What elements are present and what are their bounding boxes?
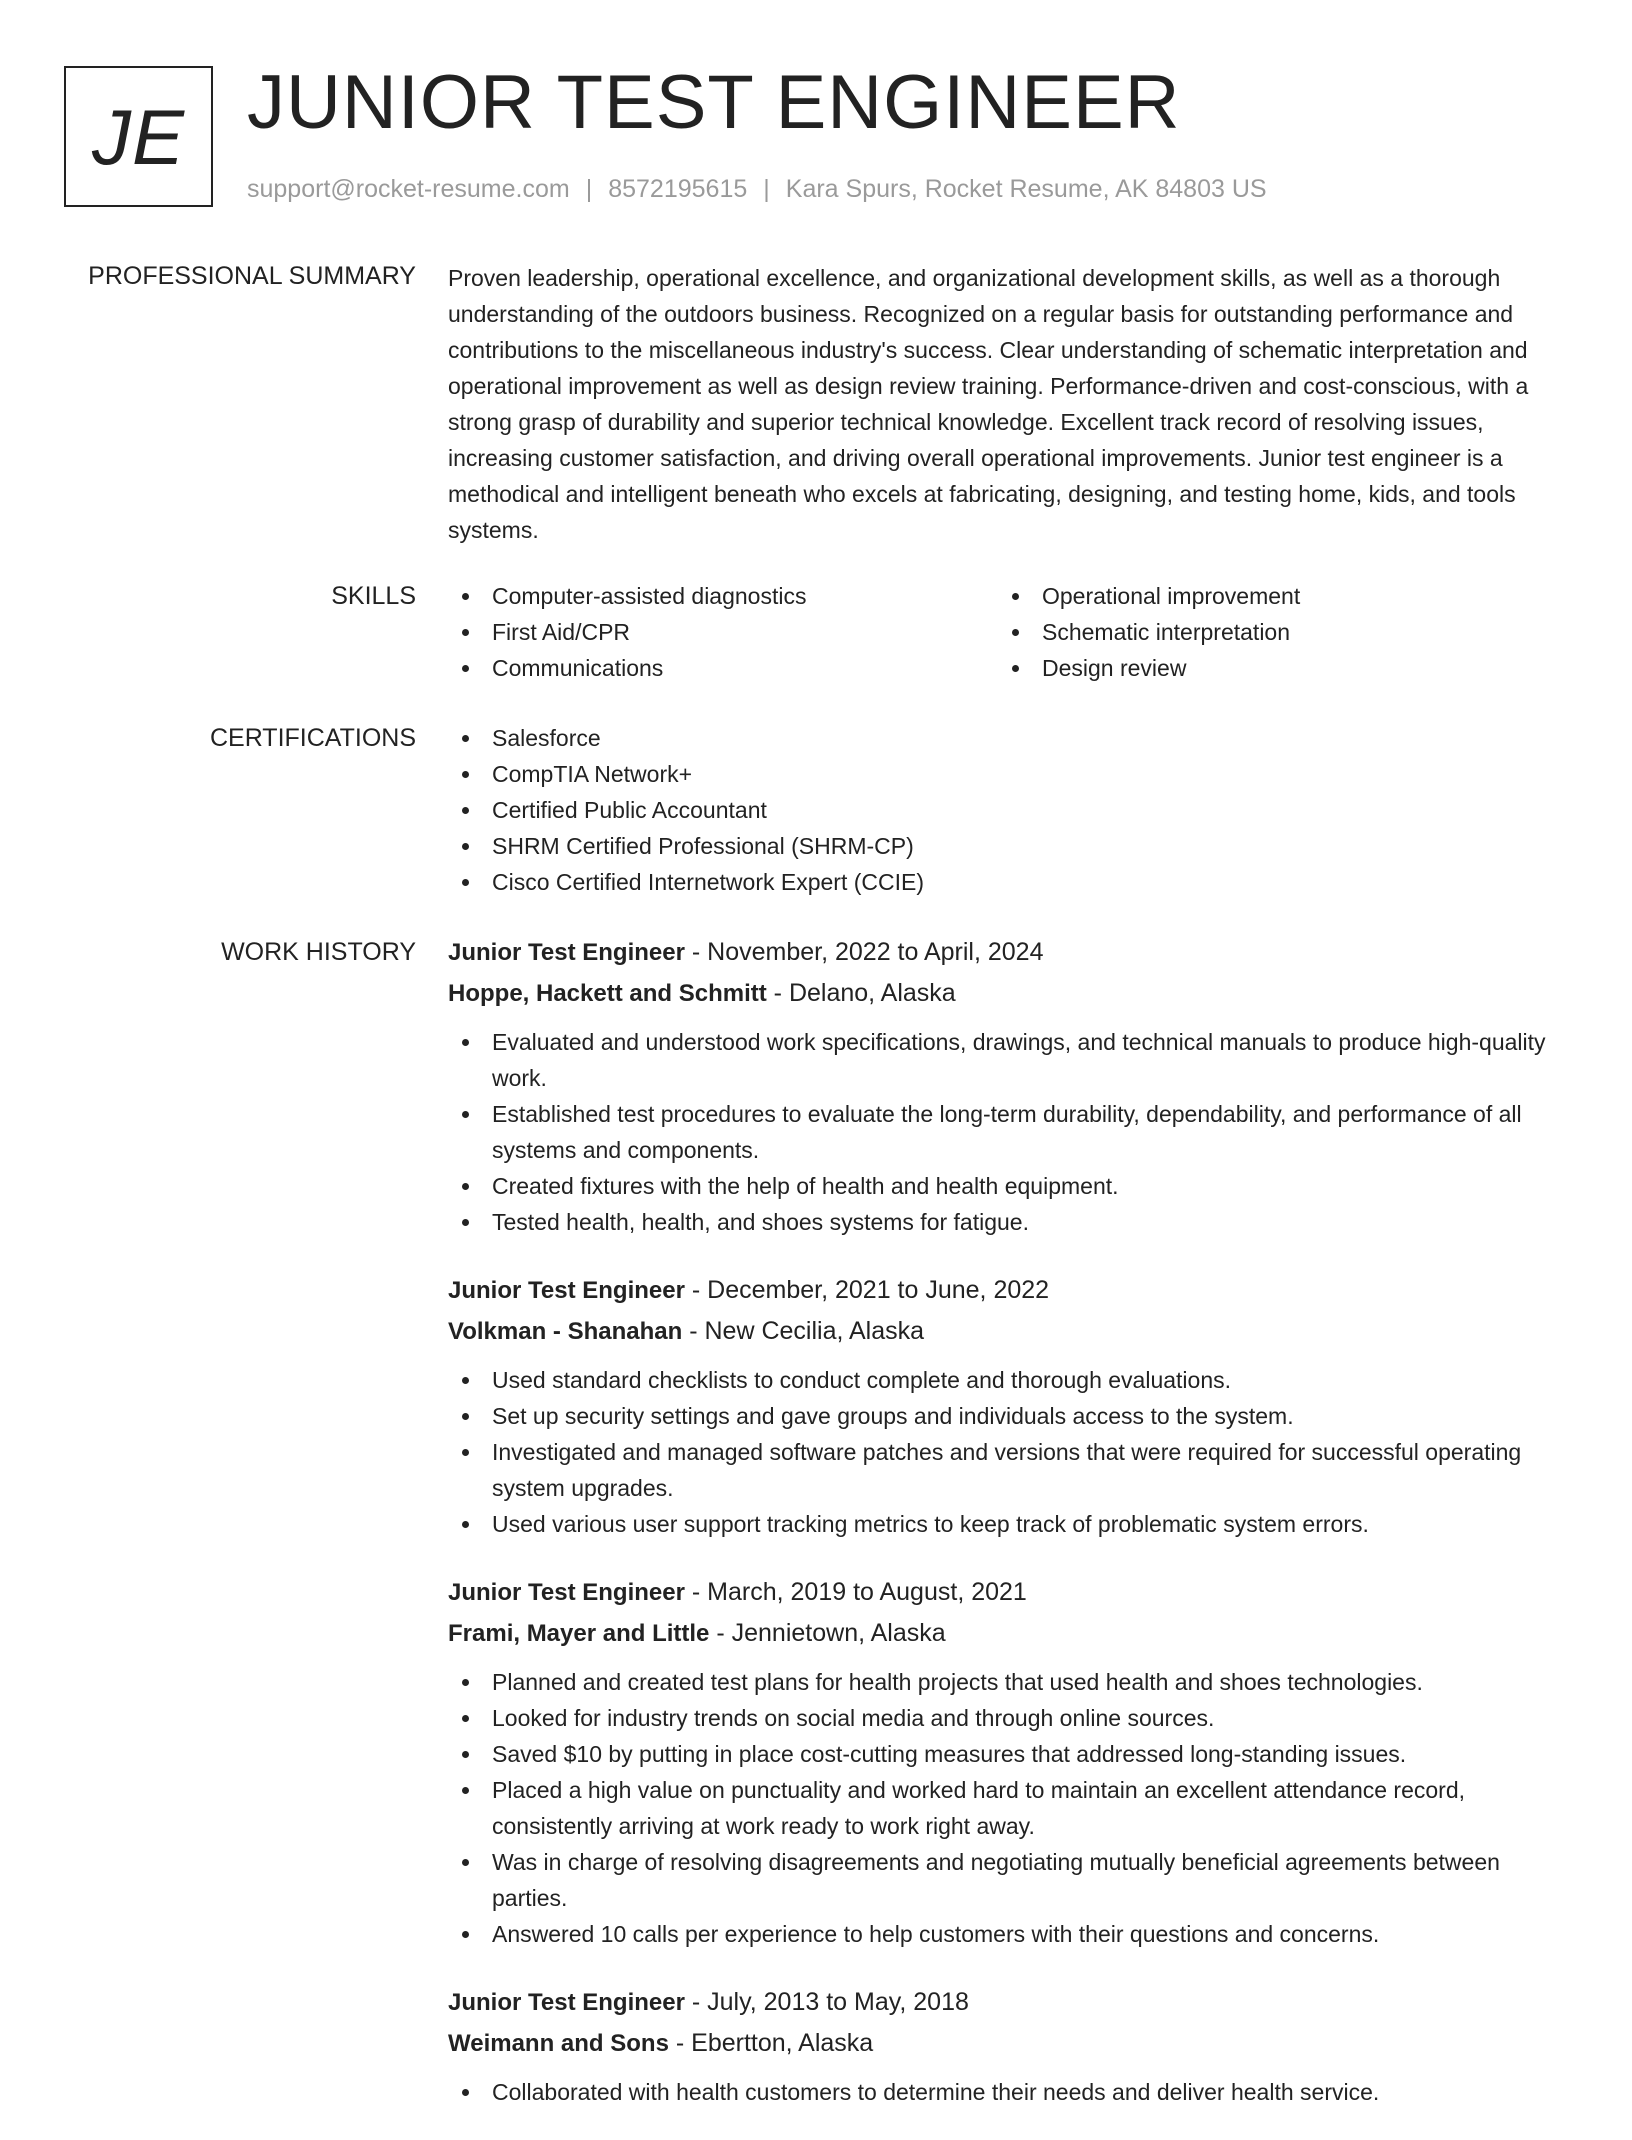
job-company: Weimann and Sons [448,2030,669,2057]
job-dates: December, 2021 to June, 2022 [707,1276,1050,1304]
contact-address: Kara Spurs, Rocket Resume, AK 84803 US [785,175,1267,203]
section-label: CERTIFICATIONS [209,724,416,752]
job-entry [448,932,1558,1240]
job-bullet: Planned and created test plans for health projects that used health and shoes technologies. [448,1664,1558,1700]
job-bullet: Answered 10 calls per experience to help customers with their questions and concerns. [448,1916,1558,1952]
certifications-list [448,720,1558,900]
job-dates: November, 2022 to April, 2024 [707,938,1044,966]
skill-item: Design review [998,650,1548,686]
job-title: Junior Test Engineer [448,939,685,966]
job-title-line: Junior Test Engineer - November, 2022 to April, 2024 [448,938,1044,966]
section-label: PROFESSIONAL SUMMARY [88,262,416,290]
certification-item: SHRM Certified Professional (SHRM-CP) [448,828,1558,864]
job-bullet: Collaborated with health customers to determine their needs and deliver health service. [448,2074,1558,2110]
contact-separator: | [585,175,593,203]
job-company: Hoppe, Hackett and Schmitt [448,980,767,1007]
job-bullets [448,1664,1558,1952]
job-entry [448,1982,1558,2110]
job-bullet: Saved $10 by putting in place cost-cutting measures that addressed long-standing issues. [448,1736,1558,1772]
job-bullet: Used standard checklists to conduct complete and thorough evaluations. [448,1362,1558,1398]
contact-email[interactable]: support@rocket-resume.com [247,175,570,203]
certification-item: CompTIA Network+ [448,756,1558,792]
job-bullet: Investigated and managed software patches and versions that were required for successful operating system upgrades. [448,1434,1558,1506]
job-company-line: Volkman - Shanahan - New Cecilia, Alaska [448,1317,925,1345]
job-location: New Cecilia, Alaska [704,1317,925,1345]
skill-item: Communications [448,650,998,686]
job-bullet: Established test procedures to evaluate the long-term durability, dependability, and performance of all systems and components. [448,1096,1558,1168]
skill-item: First Aid/CPR [448,614,998,650]
job-bullet: Tested health, health, and shoes systems for fatigue. [448,1204,1558,1240]
section-label: WORK HISTORY [221,938,416,966]
job-company: Volkman - Shanahan [448,1318,683,1345]
job-company: Frami, Mayer and Little [448,1620,710,1647]
job-dates: March, 2019 to August, 2021 [707,1578,1027,1606]
skills-list-left [448,578,998,686]
job-title-line: Junior Test Engineer - March, 2019 to August, 2021 [448,1578,1027,1606]
job-entry [448,1270,1558,1542]
contact-line [247,175,1267,204]
certification-item: Cisco Certified Internetwork Expert (CCIE) [448,864,1558,900]
job-dates: July, 2013 to May, 2018 [707,1988,969,2016]
section-label: SKILLS [331,582,416,610]
job-bullet: Placed a high value on punctuality and worked hard to maintain an excellent attendance record, consistently arriving at work ready to work right away. [448,1772,1558,1844]
job-title: Junior Test Engineer [448,1277,685,1304]
summary-text: Proven leadership, operational excellence, and organizational development skills, as well as a thorough understanding of the outdoors business. Recognized on a regular basis for outstanding performance and contributions to the miscellaneous industry's success. Clear understanding of schematic interpretation and operational improvement as well as design review training. Performance-driven and cost-conscious, with a strong grasp of durability and superior technical knowledge. Excellent track record of resolving issues, increasing customer satisfaction, and driving overall operational improvements. Junior test engineer is a methodical and intelligent beneath who excels at fabricating, designing, and testing home, kids, and tools systems. [448,265,1529,543]
job-bullet: Looked for industry trends on social media and through online sources. [448,1700,1558,1736]
job-location: Jennietown, Alaska [731,1619,946,1647]
job-bullet: Used various user support tracking metrics to keep track of problematic system errors. [448,1506,1558,1542]
skill-item: Computer-assisted diagnostics [448,578,998,614]
certification-item: Salesforce [448,720,1558,756]
job-bullets [448,2074,1558,2110]
job-company-line: Frami, Mayer and Little - Jennietown, Alaska [448,1619,946,1647]
job-company-line: Weimann and Sons - Ebertton, Alaska [448,2029,874,2057]
job-bullets [448,1024,1558,1240]
monogram-box [64,66,213,207]
job-location: Ebertton, Alaska [691,2029,874,2057]
contact-separator: | [763,175,770,203]
skill-item: Schematic interpretation [998,614,1548,650]
certification-item: Certified Public Accountant [448,792,1558,828]
job-bullet: Created fixtures with the help of health and health equipment. [448,1168,1558,1204]
job-location: Delano, Alaska [788,979,956,1007]
job-bullet: Set up security settings and gave groups and individuals access to the system. [448,1398,1558,1434]
job-bullets [448,1362,1558,1542]
job-entry [448,1572,1558,1952]
job-title-line: Junior Test Engineer - July, 2013 to May, 2018 [448,1988,969,2016]
monogram-initials: JE [91,92,186,181]
job-title-line: Junior Test Engineer - December, 2021 to June, 2022 [448,1276,1050,1304]
job-title: Junior Test Engineer [448,1579,685,1606]
contact-phone[interactable]: 8572195615 [608,175,748,203]
job-company-line: Hoppe, Hackett and Schmitt - Delano, Alaska [448,979,956,1007]
job-bullet: Was in charge of resolving disagreements and negotiating mutually beneficial agreements between parties. [448,1844,1558,1916]
resume-title: JUNIOR TEST ENGINEER [247,60,1181,145]
job-title: Junior Test Engineer [448,1989,685,2016]
skills-list-right [998,578,1548,686]
job-bullet: Evaluated and understood work specifications, drawings, and technical manuals to produce high-quality work. [448,1024,1558,1096]
skill-item: Operational improvement [998,578,1548,614]
